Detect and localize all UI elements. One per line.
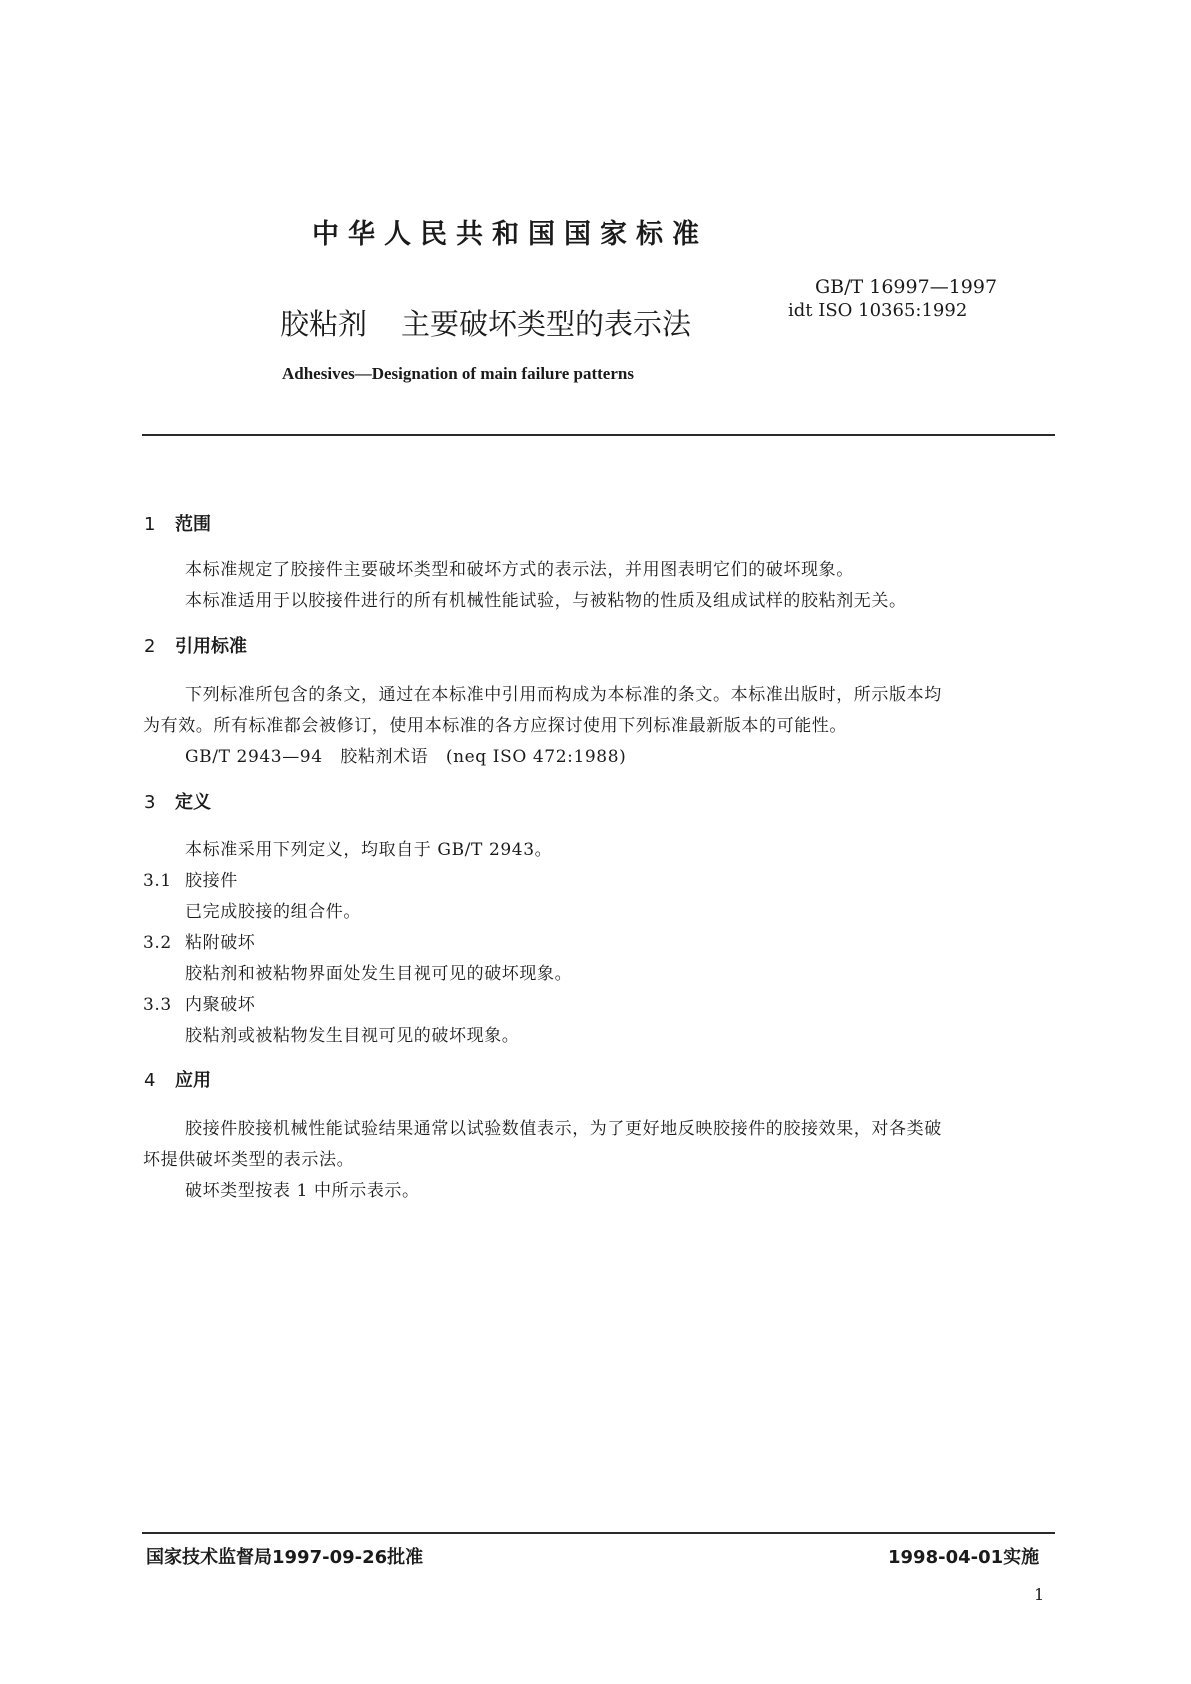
section-2-paragraph-line-1: 下列标准所包含的条文，通过在本标准中引用而构成为本标准的条文。本标准出版时，所示版本均: [185, 685, 942, 705]
section-number: 3: [144, 792, 156, 813]
definition-3-3-term: [143, 990, 255, 1015]
document-title: [280, 302, 691, 343]
definition-number: 3.1: [143, 871, 172, 891]
definition-term: 胶接件: [185, 871, 238, 891]
definition-3-1-term: [143, 866, 238, 891]
national-standard-heading: 中华人民共和国国家标准: [312, 219, 708, 250]
section-number: 2: [144, 636, 156, 657]
document-title-english: Adhesives—Designation of main failure patterns: [282, 364, 634, 383]
section-title: 应用: [175, 1070, 211, 1091]
standard-code: GB/T 16997—1997: [815, 276, 998, 298]
header-divider: [142, 434, 1055, 436]
section-2-heading: [144, 632, 247, 658]
page-number: 1: [1034, 1585, 1045, 1604]
section-3-heading: [144, 788, 211, 814]
section-title: 引用标准: [175, 636, 247, 657]
referenced-standard: GB/T 2943—94 胶粘剂术语 (neq ISO 472:1988): [185, 747, 627, 767]
definition-3-3-text: 胶粘剂或被粘物发生目视可见的破坏现象。: [185, 1026, 520, 1046]
section-1-paragraph-2: 本标准适用于以胶接件进行的所有机械性能试验，与被粘物的性质及组成试样的胶粘剂无关。: [185, 591, 907, 611]
approval-date: 国家技术监督局1997-09-26批准: [146, 1547, 424, 1568]
standard-idt: idt ISO 10365:1992: [788, 300, 968, 321]
definition-3-2-text: 胶粘剂和被粘物界面处发生目视可见的破坏现象。: [185, 964, 573, 984]
definition-number: 3.2: [143, 933, 172, 953]
implementation-date: 1998-04-01实施: [888, 1547, 1040, 1568]
definition-number: 3.3: [143, 995, 172, 1015]
section-4-paragraph-line-1: 胶接件胶接机械性能试验结果通常以试验数值表示，为了更好地反映胶接件的胶接效果，对各类破: [185, 1119, 942, 1139]
section-2-paragraph-line-2: 为有效。所有标准都会被修订，使用本标准的各方应探讨使用下列标准最新版本的可能性。: [143, 716, 847, 736]
section-number: 4: [144, 1070, 156, 1091]
section-number: 1: [144, 514, 156, 535]
section-4-paragraph-line-2: 坏提供破坏类型的表示法。: [143, 1150, 355, 1170]
definition-term: 粘附破坏: [185, 933, 256, 953]
section-title: 范围: [175, 514, 211, 535]
section-3-intro: 本标准采用下列定义，均取自于 GB/T 2943。: [185, 840, 553, 860]
definition-3-2-term: [143, 928, 255, 953]
definition-3-1-text: 已完成胶接的组合件。: [185, 902, 361, 922]
section-1-paragraph-1: 本标准规定了胶接件主要破坏类型和破坏方式的表示法，并用图表明它们的破坏现象。: [185, 560, 854, 580]
title-part-2: 主要破坏类型的表示法: [401, 307, 692, 341]
definition-term: 内聚破坏: [185, 995, 256, 1015]
section-1-heading: [144, 510, 211, 536]
section-4-heading: [144, 1066, 211, 1092]
title-part-1: 胶粘剂: [280, 307, 368, 341]
footer-divider: [142, 1532, 1055, 1534]
section-4-paragraph-2: 破坏类型按表 1 中所示表示。: [185, 1181, 420, 1201]
section-title: 定义: [175, 792, 211, 813]
